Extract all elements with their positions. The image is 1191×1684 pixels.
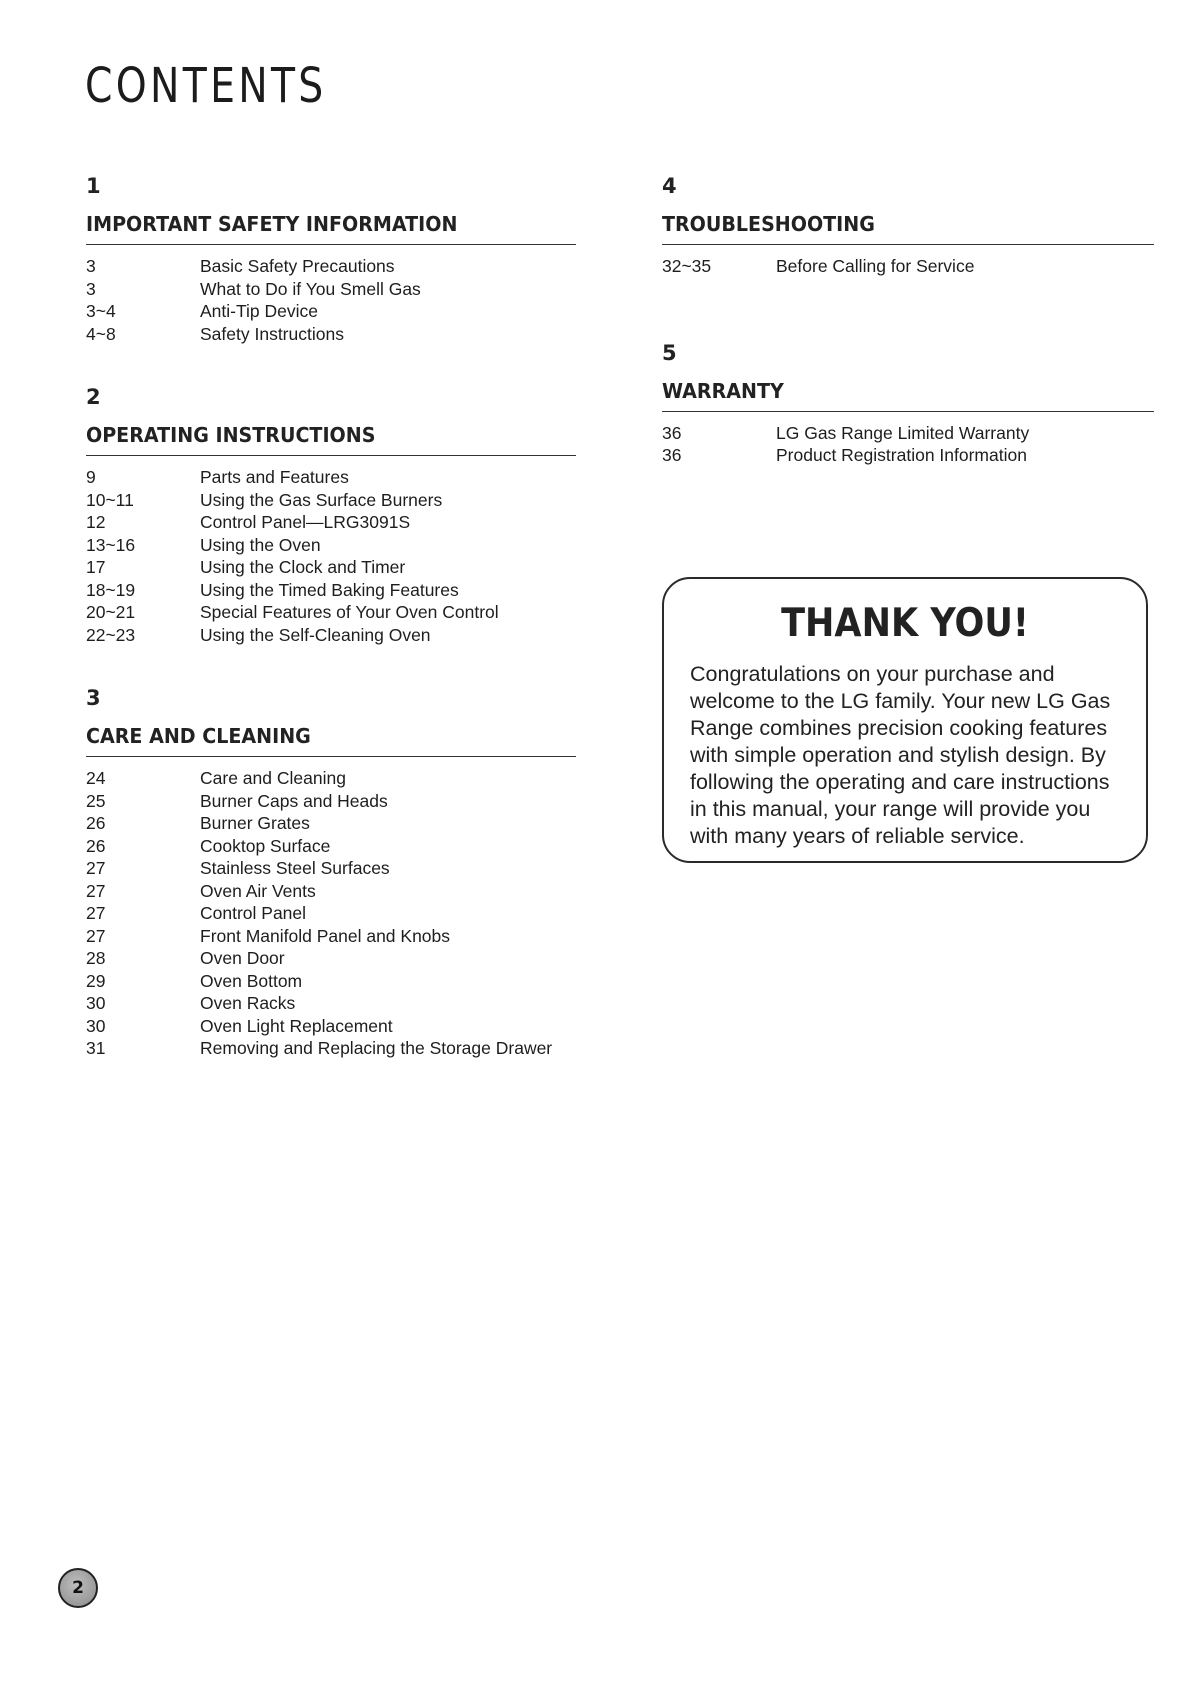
section-divider bbox=[86, 756, 576, 757]
toc-entry[interactable] bbox=[86, 880, 576, 903]
toc-page: 3 bbox=[86, 278, 96, 299]
toc-entry[interactable] bbox=[86, 323, 576, 346]
toc-page: 12 bbox=[86, 512, 106, 532]
toc-page: 27 bbox=[86, 880, 106, 901]
toc-entry[interactable] bbox=[86, 767, 576, 790]
thank-you-line: welcome to the LG family. Your new LG Gas bbox=[690, 689, 1111, 713]
toc-page: 20~21 bbox=[86, 602, 136, 622]
toc-title: Using the Clock and Timer bbox=[200, 557, 406, 577]
toc-entry[interactable] bbox=[86, 601, 576, 624]
section-number: 3 bbox=[86, 686, 101, 710]
toc-page: 31 bbox=[86, 1038, 106, 1058]
toc-page: 4~8 bbox=[86, 323, 116, 344]
toc-entry[interactable] bbox=[86, 489, 576, 512]
section-heading: OPERATING INSTRUCTIONS bbox=[86, 423, 376, 447]
thank-you-box bbox=[662, 577, 1148, 863]
toc-title: Using the Gas Surface Burners bbox=[200, 489, 443, 510]
section-care-cleaning bbox=[86, 684, 576, 1060]
toc-page: 30 bbox=[86, 1015, 106, 1036]
toc-entry[interactable] bbox=[86, 278, 576, 301]
toc-title: Safety Instructions bbox=[200, 323, 344, 344]
toc-entry[interactable] bbox=[86, 992, 576, 1015]
toc-entry[interactable] bbox=[662, 422, 1154, 445]
toc-page: 27 bbox=[86, 858, 106, 878]
toc-entry[interactable] bbox=[86, 556, 576, 579]
toc-entry[interactable] bbox=[86, 534, 576, 557]
section-divider bbox=[86, 455, 576, 456]
section-number: 1 bbox=[86, 174, 101, 198]
toc-entry[interactable] bbox=[86, 925, 576, 948]
toc-title: Oven Bottom bbox=[200, 970, 303, 991]
toc-title: Cooktop Surface bbox=[200, 835, 331, 856]
toc-page: 17 bbox=[86, 557, 106, 577]
toc-entry[interactable] bbox=[86, 947, 576, 970]
toc-page: 13~16 bbox=[86, 534, 136, 555]
section-heading: IMPORTANT SAFETY INFORMATION bbox=[86, 212, 458, 236]
toc-entry[interactable] bbox=[86, 255, 576, 278]
toc-page: 36 bbox=[662, 422, 682, 443]
toc-page: 24 bbox=[86, 768, 106, 788]
thank-you-line: Congratulations on your purchase and bbox=[690, 662, 1055, 686]
toc-title: What to Do if You Smell Gas bbox=[200, 278, 421, 299]
toc-page: 27 bbox=[86, 903, 106, 923]
toc-title: Care and Cleaning bbox=[200, 768, 346, 788]
thank-you-line: with simple operation and stylish design. By bbox=[690, 743, 1106, 767]
toc-page: 27 bbox=[86, 925, 106, 946]
toc-title: Using the Oven bbox=[200, 534, 321, 555]
toc-page: 25 bbox=[86, 790, 106, 811]
toc-entry[interactable] bbox=[86, 466, 576, 489]
page-number: 2 bbox=[72, 1578, 84, 1598]
section-operating bbox=[86, 383, 576, 646]
section-heading: CARE AND CLEANING bbox=[86, 724, 311, 748]
section-heading: TROUBLESHOOTING bbox=[662, 212, 875, 236]
section-safety bbox=[86, 172, 576, 345]
toc-entry[interactable] bbox=[86, 624, 576, 647]
toc-entry[interactable] bbox=[662, 255, 1154, 278]
section-heading: WARRANTY bbox=[662, 378, 784, 403]
toc-page: 26 bbox=[86, 835, 106, 856]
thank-you-line: in this manual, your range will provide you bbox=[690, 797, 1091, 821]
toc-title: Anti-Tip Device bbox=[200, 301, 318, 321]
toc-entry[interactable] bbox=[86, 857, 576, 880]
toc-title: Control Panel bbox=[200, 903, 307, 923]
toc-page: 36 bbox=[662, 445, 682, 465]
toc-title: Control Panel—LRG3091S bbox=[200, 512, 411, 532]
toc-entry[interactable] bbox=[86, 790, 576, 813]
toc-entry[interactable] bbox=[86, 835, 576, 858]
toc-title: Oven Air Vents bbox=[200, 880, 316, 901]
toc-page: 18~19 bbox=[86, 579, 136, 600]
section-number: 5 bbox=[662, 340, 677, 365]
toc-entry[interactable] bbox=[86, 902, 576, 925]
toc-title: Using the Timed Baking Features bbox=[200, 579, 459, 600]
toc-page: 30 bbox=[86, 993, 106, 1013]
toc-entry[interactable] bbox=[86, 1015, 576, 1038]
toc-title: Stainless Steel Surfaces bbox=[200, 858, 390, 878]
toc-page: 3~4 bbox=[86, 301, 116, 321]
toc-title: Basic Safety Precautions bbox=[200, 256, 395, 276]
toc-page: 26 bbox=[86, 813, 106, 833]
page-number-badge bbox=[58, 1568, 98, 1608]
toc-title: Product Registration Information bbox=[776, 445, 1027, 465]
section-divider bbox=[662, 244, 1154, 245]
page-title: CONTENTS bbox=[85, 58, 327, 114]
toc-entry[interactable] bbox=[86, 970, 576, 993]
thank-you-line: with many years of reliable service. bbox=[690, 824, 1025, 848]
section-troubleshooting bbox=[662, 172, 1154, 278]
toc-entry[interactable] bbox=[86, 511, 576, 534]
toc-title: Burner Grates bbox=[200, 813, 310, 833]
toc-entry[interactable] bbox=[662, 444, 1154, 467]
toc-page: 9 bbox=[86, 467, 96, 487]
thank-you-title: THANK YOU! bbox=[781, 601, 1029, 646]
toc-page: 22~23 bbox=[86, 624, 136, 645]
toc-page: 32~35 bbox=[662, 256, 712, 276]
toc-title: Using the Self-Cleaning Oven bbox=[200, 624, 431, 645]
toc-title: Oven Racks bbox=[200, 993, 296, 1013]
toc-entry[interactable] bbox=[86, 579, 576, 602]
toc-title: Burner Caps and Heads bbox=[200, 790, 388, 811]
toc-entry[interactable] bbox=[86, 1037, 576, 1060]
toc-entry[interactable] bbox=[86, 300, 576, 323]
section-divider bbox=[86, 244, 576, 245]
toc-title: Oven Door bbox=[200, 948, 285, 968]
toc-entry[interactable] bbox=[86, 812, 576, 835]
toc-title: LG Gas Range Limited Warranty bbox=[776, 422, 1030, 443]
contents-left-column bbox=[86, 172, 576, 1060]
section-number: 4 bbox=[662, 174, 677, 198]
toc-page: 3 bbox=[86, 256, 96, 276]
thank-you-message bbox=[690, 661, 1122, 850]
toc-page: 10~11 bbox=[86, 489, 134, 510]
toc-page: 28 bbox=[86, 948, 106, 968]
section-divider bbox=[662, 411, 1154, 412]
toc-title: Before Calling for Service bbox=[776, 256, 975, 276]
toc-title: Special Features of Your Oven Control bbox=[200, 602, 499, 622]
thank-you-line: Range combines precision cooking features bbox=[690, 716, 1108, 740]
toc-title: Parts and Features bbox=[200, 467, 349, 487]
toc-title: Removing and Replacing the Storage Drawer bbox=[200, 1038, 553, 1058]
thank-you-line: following the operating and care instructions bbox=[690, 770, 1110, 794]
toc-title: Oven Light Replacement bbox=[200, 1015, 393, 1036]
toc-page: 29 bbox=[86, 970, 106, 991]
toc-title: Front Manifold Panel and Knobs bbox=[200, 925, 451, 946]
contents-right-column bbox=[662, 172, 1154, 467]
section-warranty bbox=[662, 339, 1154, 467]
section-number: 2 bbox=[86, 385, 101, 409]
